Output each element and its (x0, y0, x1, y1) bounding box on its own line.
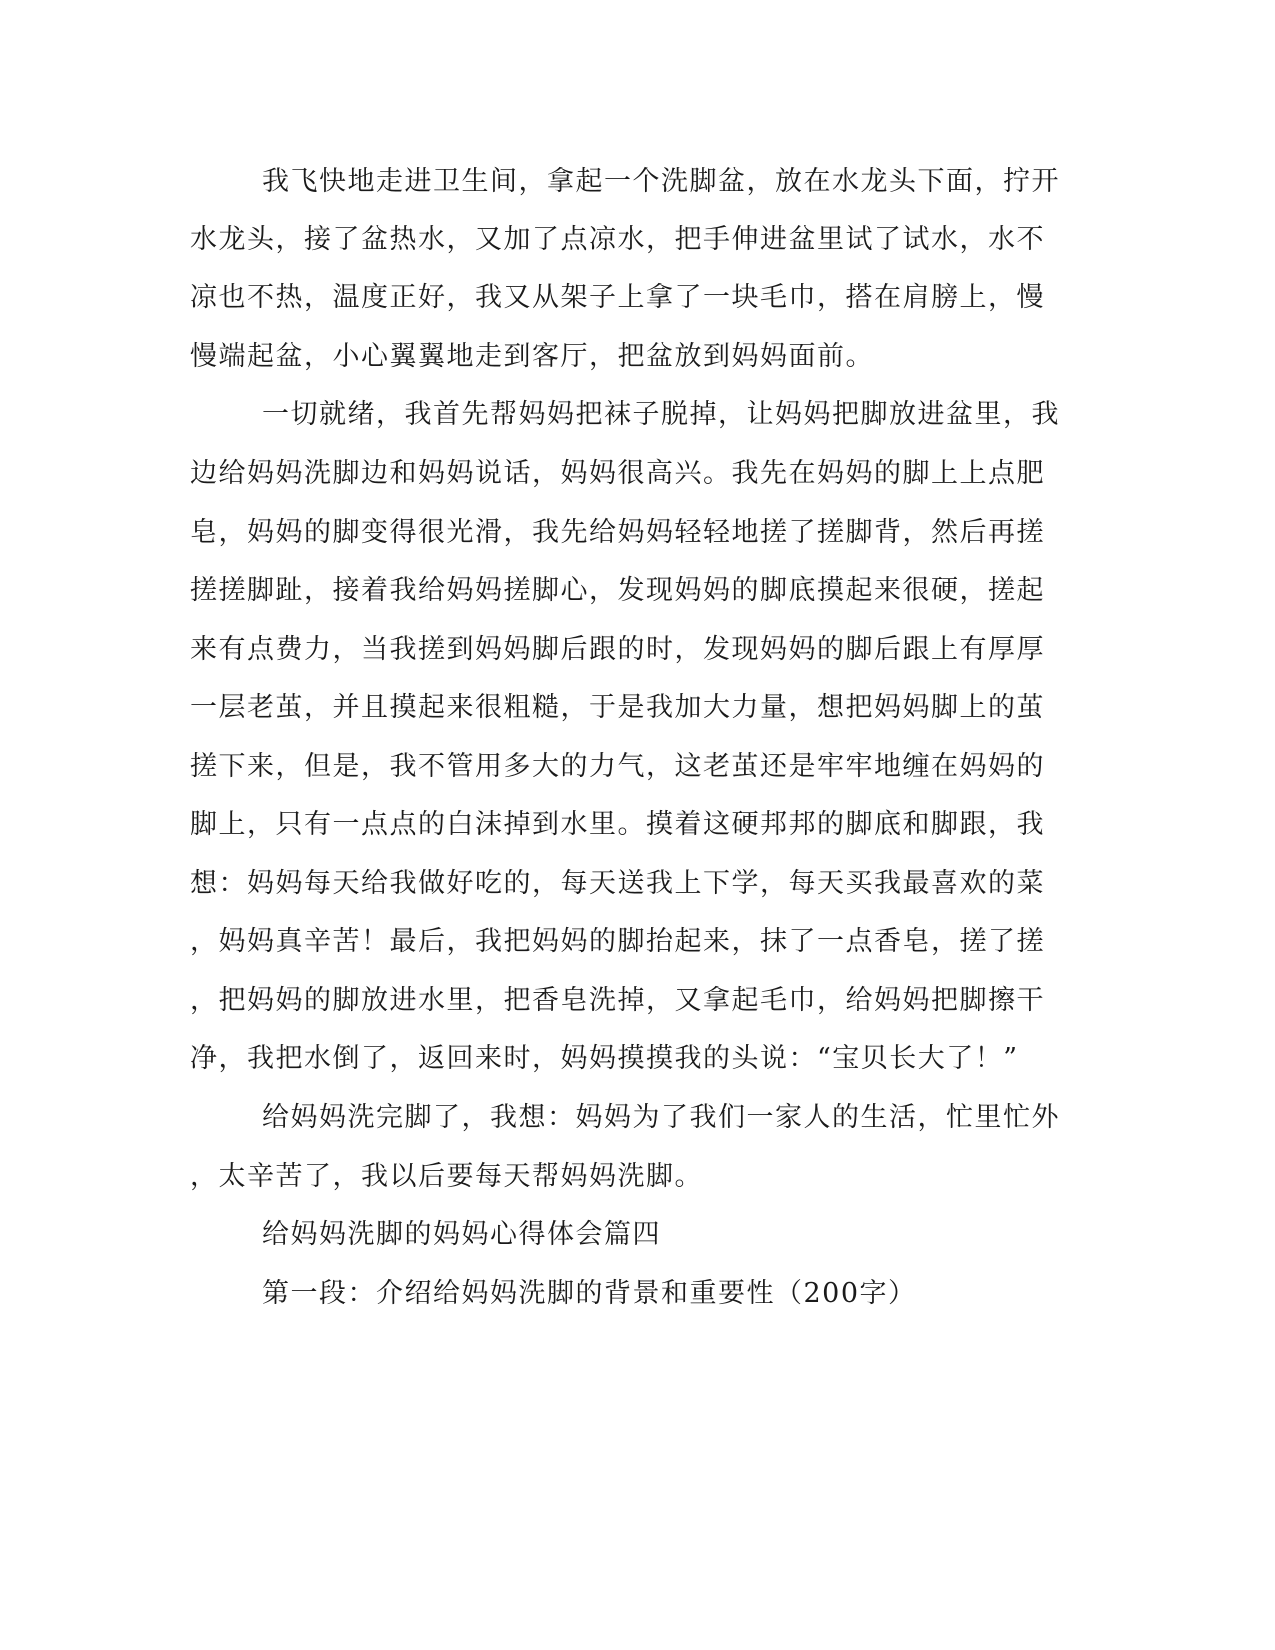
subheading: 第一段：介绍给妈妈洗脚的背景和重要性（200字） (262, 1278, 917, 1309)
paragraph-2-line-1: 一切就绪，我首先帮妈妈把袜子脱掉，让妈妈把脚放进盆里，我 (262, 399, 1060, 430)
paragraph-2-line-4: 搓搓脚趾，接着我给妈妈搓脚心，发现妈妈的脚底摸起来很硬，搓起 (190, 575, 1045, 606)
section-heading: 给妈妈洗脚的妈妈心得体会篇四 (262, 1219, 661, 1250)
paragraph-3-line-1: 给妈妈洗完脚了，我想：妈妈为了我们一家人的生活，忙里忙外 (262, 1102, 1060, 1133)
paragraph-1-line-1: 我飞快地走进卫生间，拿起一个洗脚盆，放在水龙头下面，拧开 (262, 166, 1060, 197)
paragraph-2-line-7: 搓下来，但是，我不管用多大的力气，这老茧还是牢牢地缠在妈妈的 (190, 751, 1045, 782)
paragraph-2-line-2: 边给妈妈洗脚边和妈妈说话，妈妈很高兴。我先在妈妈的脚上上点肥 (190, 458, 1045, 489)
paragraph-2-line-9: 想：妈妈每天给我做好吃的，每天送我上下学，每天买我最喜欢的菜 (190, 868, 1045, 899)
paragraph-2-line-12: 净，我把水倒了，返回来时，妈妈摸摸我的头说：“宝贝长大了！” (190, 1043, 1019, 1074)
paragraph-2-line-8: 脚上，只有一点点的白沫掉到水里。摸着这硬邦邦的脚底和脚跟，我 (190, 809, 1045, 840)
paragraph-2-line-10: ，妈妈真辛苦！最后，我把妈妈的脚抬起来，抹了一点香皂，搓了搓 (190, 926, 1045, 957)
paragraph-2-line-11: ，把妈妈的脚放进水里，把香皂洗掉，又拿起毛巾，给妈妈把脚擦干 (190, 985, 1045, 1016)
paragraph-1-line-4: 慢端起盆，小心翼翼地走到客厅，把盆放到妈妈面前。 (190, 341, 874, 372)
paragraph-1-line-3: 凉也不热，温度正好，我又从架子上拿了一块毛巾，搭在肩膀上，慢 (190, 282, 1045, 313)
paragraph-2-line-5: 来有点费力，当我搓到妈妈脚后跟的时，发现妈妈的脚后跟上有厚厚 (190, 634, 1045, 665)
paragraph-1-line-2: 水龙头，接了盆热水，又加了点凉水，把手伸进盆里试了试水，水不 (190, 224, 1045, 255)
paragraph-2-line-3: 皂，妈妈的脚变得很光滑，我先给妈妈轻轻地搓了搓脚背，然后再搓 (190, 517, 1045, 548)
paragraph-2-line-6: 一层老茧，并且摸起来很粗糙，于是我加大力量，想把妈妈脚上的茧 (190, 692, 1045, 723)
paragraph-3-line-2: ，太辛苦了，我以后要每天帮妈妈洗脚。 (190, 1161, 703, 1192)
